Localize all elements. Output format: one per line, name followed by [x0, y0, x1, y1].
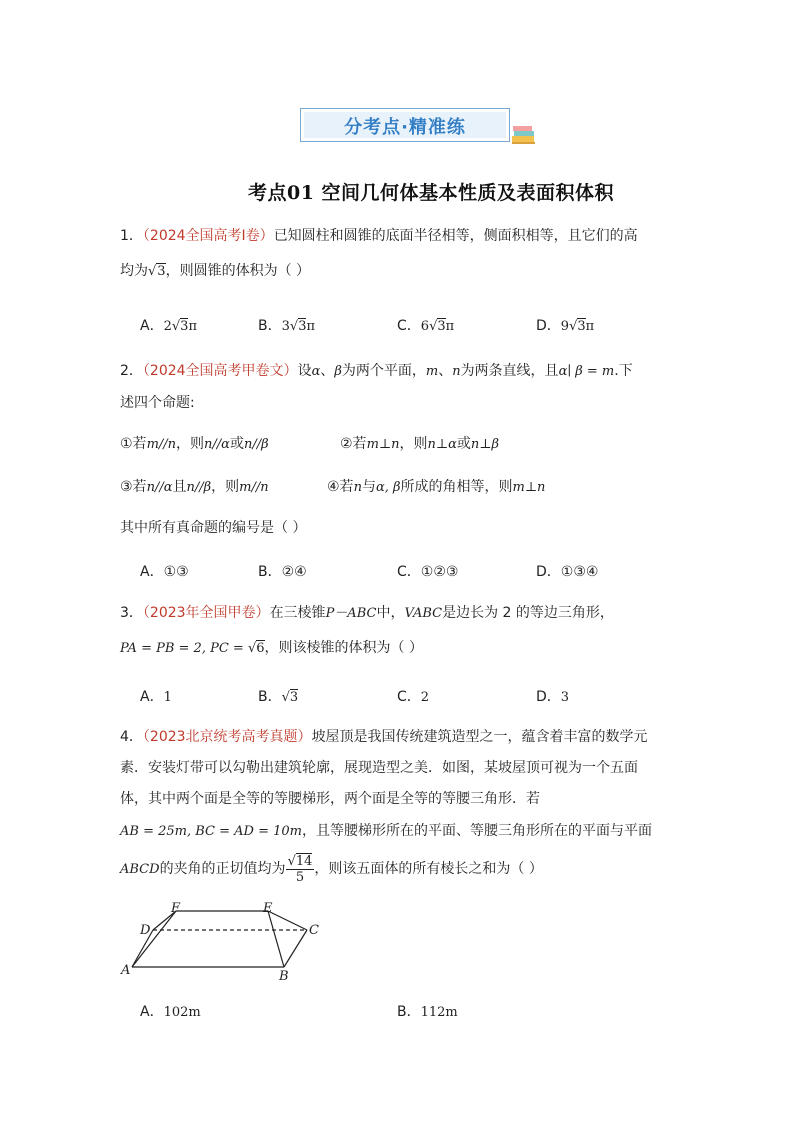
prop-expr: n//α [146, 480, 173, 495]
roof-figure [118, 900, 328, 985]
q1-sqrt: √3 [148, 264, 166, 279]
q2-sep: 、 [438, 363, 453, 379]
q4-line1 [120, 727, 648, 747]
q4-number: 4． [120, 729, 143, 745]
q1-sqrt-rad: 3 [157, 264, 166, 279]
prop-circ: ①若 [120, 436, 147, 452]
option-tail: π [188, 319, 197, 334]
q2-line1 [120, 361, 633, 382]
q4-fraction: $\frac{√14}{5}$ [287, 853, 313, 885]
option-value: 102m [163, 1005, 201, 1020]
q3-option-d[interactable] [536, 686, 569, 706]
prop-expr: n [353, 480, 362, 495]
option-label: A． [140, 689, 164, 705]
prop-text: 且 [172, 479, 187, 495]
q4-expr: AB = 25m, BC = AD = 10m [120, 824, 302, 839]
q2-option-c[interactable]: C．①②③ [397, 564, 459, 580]
q3-text: 是边长为 2 的等边三角形， [442, 605, 614, 621]
q2-prop1 [120, 434, 269, 455]
q1-text-b1: 均为 [120, 263, 148, 279]
prop-text: 所成的角相等，则 [400, 479, 513, 495]
q2-prop2 [340, 434, 499, 455]
q3-line2: PA = PB = 2, PC = √6，则该棱锥的体积为（ ） [120, 640, 423, 656]
q2-text: 设 [297, 363, 312, 379]
q2-text: 为两条直线，且 [460, 363, 559, 379]
option-value: 1 [163, 690, 172, 705]
option-label: B． [258, 318, 282, 334]
prop-expr: m//n [239, 480, 269, 495]
option-label: C． [397, 689, 421, 705]
option-value: 2 [420, 690, 430, 705]
edge-bc [284, 930, 307, 967]
q4-line3: 体，其中两个面是全等的等腰梯形，两个面是全等的等腰三角形．若 [120, 791, 540, 807]
q2-source: （2024全国高考甲卷文） [142, 363, 298, 379]
q1-option-b[interactable]: B．3√3π [258, 318, 316, 334]
label-b: B [279, 969, 289, 984]
q2-option-a[interactable]: A．①③ [140, 564, 189, 580]
section-banner [300, 108, 510, 142]
q2-m: m [425, 364, 439, 379]
edge-ce [268, 911, 307, 930]
option-label: D． [536, 318, 561, 334]
q4-text: ，且等腰梯形所在的平面、等腰三角形所在的平面与平面 [301, 823, 652, 839]
option-label: A． [140, 1004, 164, 1020]
q1-text: 已知圆柱和圆锥的底面半径相等，侧面积相等，且它们的高 [273, 228, 638, 244]
prop-text: 与 [361, 479, 376, 495]
edge-be [268, 911, 284, 967]
frac-num: 14 [295, 853, 313, 869]
label-e: E [263, 901, 273, 916]
prop-circ: ③若 [120, 479, 147, 495]
q4-option-b[interactable] [397, 1001, 458, 1021]
option-coef: 6 [420, 319, 430, 334]
prop-text: ，则 [211, 479, 240, 495]
option-rad: 3 [437, 319, 446, 334]
q4-text: 坡屋顶是我国传统建筑造型之一，蕴含着丰富的数学元 [311, 729, 648, 745]
section-title: 考点01 空间几何体基本性质及表面积体积 [248, 182, 615, 204]
label-a: A [121, 963, 131, 978]
q2-text: 为两个平面， [341, 363, 426, 379]
option-label: B． [258, 689, 282, 705]
option-coef: 3 [281, 319, 290, 334]
option-rad: 3 [577, 319, 586, 334]
q3-expr: P－ABC [325, 606, 377, 621]
q4-option-a[interactable] [140, 1001, 201, 1021]
q1-option-c[interactable]: C．6√3π [397, 318, 455, 334]
q1-line2 [120, 261, 310, 282]
q3-text: 在三棱锥 [269, 605, 326, 621]
q2-prop4 [327, 477, 545, 498]
option-coef: 2 [163, 319, 172, 334]
q4-line4 [120, 821, 652, 842]
option-tail: π [585, 319, 595, 334]
q4-line2: 素．安装灯带可以勾勒出建筑轮廓，展现造型之美．如图，某坡屋顶可视为一个五面 [120, 760, 638, 776]
q1-source: （2024全国高考Ⅰ卷） [142, 228, 274, 244]
q1-text-b2: ，则圆锥的体积为（ ） [165, 263, 311, 279]
q3-rad: 6 [256, 641, 265, 656]
prop-text: 或 [229, 436, 244, 452]
q3-line1 [120, 603, 614, 624]
option-label: B． [397, 1004, 421, 1020]
q2-prop3 [120, 477, 269, 498]
q1-number: 1． [120, 228, 143, 244]
option-tail: π [306, 319, 316, 334]
q2-alpha: α [311, 364, 321, 379]
q2-n: n [452, 364, 461, 379]
q3-number: 3． [120, 605, 143, 621]
q2-beta: β [334, 364, 342, 379]
option-rad: 3 [180, 319, 189, 334]
q3-option-b[interactable]: B．√3 [258, 689, 299, 705]
option-label: D． [536, 689, 561, 705]
prop-expr: α, β [375, 480, 401, 495]
q3-expr: PA = PB = 2, PC = [120, 641, 244, 656]
books-icon [510, 122, 536, 146]
prop-circ: ④若 [327, 479, 354, 495]
q1-option-d[interactable]: D．9√3π [536, 318, 595, 334]
q2-option-d[interactable]: D．①③④ [536, 564, 599, 580]
frac-den: 5 [295, 869, 305, 885]
prop-expr: n⊥β [470, 437, 500, 452]
edge-af [132, 911, 176, 967]
q2-sep: 、 [320, 363, 335, 379]
q3-option-a[interactable] [140, 686, 172, 706]
q3-expr: VABC [404, 606, 443, 621]
prop-expr: m⊥n [366, 437, 400, 452]
q4-source: （2023北京统考高考真题） [142, 729, 312, 745]
option-rad: 3 [298, 319, 307, 334]
option-value: 3 [560, 690, 570, 705]
q1-line1 [120, 226, 638, 246]
prop-circ: ②若 [340, 436, 367, 452]
q3-text: 中， [376, 605, 405, 621]
prop-expr: m⊥n [512, 480, 546, 495]
option-value: 112m [420, 1005, 458, 1020]
prop-text: ，则 [176, 436, 205, 452]
q4-text: ，则该五面体的所有棱长之和为（ ） [314, 861, 543, 877]
q2-cap-expr: α∣ β = m [558, 364, 615, 379]
q3-text: ，则该棱锥的体积为（ ） [264, 640, 423, 656]
prop-text: 或 [456, 436, 471, 452]
q4-expr: ABCD [120, 862, 160, 877]
prop-expr: n⊥α [427, 437, 457, 452]
q4-text: 的夹角的正切值均为 [159, 861, 286, 877]
option-rad: 3 [289, 690, 299, 705]
option-label: A． [140, 318, 164, 334]
q1-option-a[interactable]: A．2√3π [140, 318, 197, 334]
banner-text: 分考点·精准练 [344, 117, 466, 138]
prop-expr: n//β [243, 437, 269, 452]
label-f: F [171, 901, 181, 916]
q3-option-c[interactable] [397, 686, 429, 706]
label-d: D [140, 923, 151, 938]
q2-line2: 述四个命题: [120, 395, 195, 411]
option-coef: 9 [560, 319, 570, 334]
option-tail: π [445, 319, 455, 334]
q2-option-b[interactable]: B．②④ [258, 564, 307, 580]
prop-text: ，则 [399, 436, 428, 452]
q3-source: （2023年全国甲卷） [142, 605, 270, 621]
q2-line-c: 其中所有真命题的编号是（ ） [120, 520, 307, 536]
q4-line5 [120, 852, 543, 887]
q2-number: 2． [120, 363, 143, 379]
q2-text: .下 [614, 363, 633, 379]
prop-expr: n//β [186, 480, 212, 495]
label-c: C [309, 923, 319, 938]
prop-expr: m//n [146, 437, 177, 452]
prop-expr: n//α [204, 437, 230, 452]
option-label: C． [397, 318, 421, 334]
